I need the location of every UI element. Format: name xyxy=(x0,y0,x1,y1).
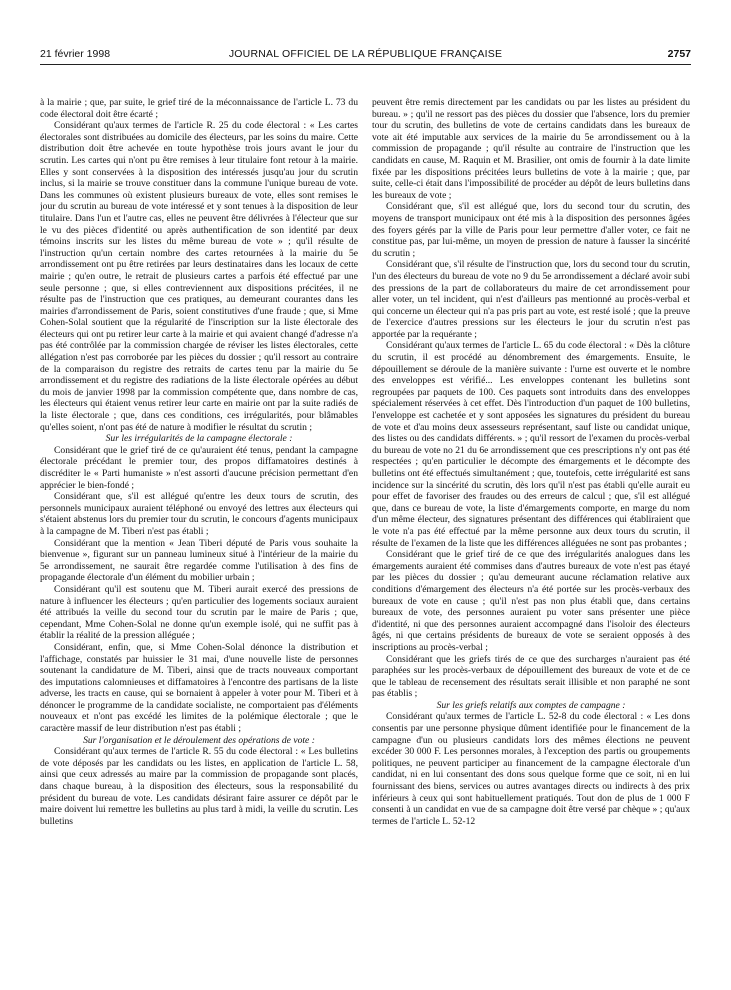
paragraph: Considérant que le grief tiré de ce qu'auraient été tenus, pendant la campagne électorale précédant le premier tour, des propos diffamatoires destinés à discréditer le « Parti humaniste » n'est assorti d'aucune précision permettant d'en apprécier le bien-fondé ; xyxy=(40,444,358,491)
paragraph: Considérant que la mention « Jean Tiberi député de Paris vous souhaite la bienvenue », figurant sur un panneau lumineux situé à l'intérieur de la mairie du 5e arrondissement, ne saurait être regardée comme l'utilisation à des fins de propagande électorale d'un élément du mobilier urbain ; xyxy=(40,537,358,584)
paragraph: à la mairie ; que, par suite, le grief tiré de la méconnaissance de l'article L. 73 du code électoral doit être écarté ; xyxy=(40,97,358,120)
paragraph: Considérant, enfin, que, si Mme Cohen-Solal dénonce la distribution et l'affichage, constatés par huissier le 31 mai, d'une nouvelle liste de personnes soutenant la candidature de M. Tiberi, ainsi que de tracts nouveaux comportant des imputations calomnieuses et diffamatoires à l'encontre des partisans de la liste adverse, les tracts en cause, qui se bornaient à appeler à voter pour M. Tiberi et à dénoncer le programme de la candidate socialiste, ne comportaient pas d'éléments nouveaux et n'ont pas excédé les limites de la polémique électorale ; que le caractère massif de leur distribution n'est pas établi ; xyxy=(40,641,358,735)
paragraph: Considérant que le grief tiré de ce que des irrégularités analogues dans les émargements auraient été commises dans d'autres bureaux de vote n'est pas étayé par les pièces du dossier ; qu'au demeurant aucune réclamation relative aux conditions d'émargement des électeurs n'a été portée sur les procès-verbaux des bureaux de vote en cause ; qu'il n'est pas non plus établi que, dans certains bureaux de vote, des personnes auraient pu voter sans présenter une pièce d'identité, ni que des personnes auraient accompagné dans l'isoloir des électeurs âgés, ni que certains présidents de bureaux de vote se seraient opposés à des inscriptions au procès-verbal ; xyxy=(372,549,690,653)
paragraph: Considérant qu'aux termes de l'article L. 52-8 du code électoral : « Les dons consentis par une personne physique dûment identifiée pour le financement de la campagne d'un ou plusieurs candidats lors des mêmes élections ne peuvent excéder 30 000 F. Les personnes morales, à l'exception des partis ou groupements politiques, ne peuvent participer au financement de la campagne électorale d'un candidat, ni en lui consentant des dons sous quelque forme que ce soit, ni en lui fournissant des biens, services ou autres avantages directs ou indirects à des prix inférieurs à ceux qui sont habituellement pratiqués. Tout don de plus de 1 000 F consenti à un candidat en vue de sa campagne doit être versé par chèque » ; qu'aux termes de l'article L. 52-12 xyxy=(372,711,690,827)
section-heading: Sur les griefs relatifs aux comptes de campagne : xyxy=(436,699,626,711)
paragraph: Considérant que, s'il est allégué qu'entre les deux tours de scrutin, des personnels municipaux auraient téléphoné ou envoyé des lettres aux électeurs qui s'étaient abstenus lors du premier tour du scrutin, le concours d'agents municipaux à la campagne de M. Tiberi n'est pas établi ; xyxy=(40,491,358,537)
page-header xyxy=(40,48,691,64)
paragraph: Considérant qu'il est soutenu que M. Tiberi aurait exercé des pressions de nature à influencer les électeurs ; qu'en particulier des logements sociaux auraient été attribués la veille du second tour du scrutin par le maire de Paris ; que, cependant, Mme Cohen-Solal ne donne qu'un exemple isolé, qui ne suffit pas à établir la réalité de la pression alléguée ; xyxy=(40,583,358,642)
section-heading: Sur l'organisation et le déroulement des opérations de vote : xyxy=(83,734,315,746)
paragraph: Considérant que, s'il est allégué que, lors du second tour du scrutin, des moyens de transport municipaux ont été mis à la disposition des personnes âgées des foyers gérés par la ville de Paris pour leur permettre d'aller voter, ce fait ne constitue pas, par lui-même, un moyen de pression de nature à fausser la sincérité du scrutin ; xyxy=(372,201,690,259)
paragraph: Considérant que les griefs tirés de ce que des surcharges n'auraient pas été paraphées sur les procès-verbaux de dépouillement des bureaux de vote et de ce que le tableau de recensement des résultats serait illisible et non paraphé ne sont pas établis ; xyxy=(372,653,690,700)
paragraph: Considérant qu'aux termes de l'article R. 25 du code électoral : « Les cartes électorales sont distribuées au domicile des électeurs, par les soins du maire. Cette distribution doit être achevée en toute hypothèse trois jours avant le jour du scrutin. Les cartes qui n'ont pu être remises à leur titulaire font retour à la mairie. Elles y sont conservées à la disposition des intéressés jusqu'au jour du scrutin inclus, si la mairie se trouve constituer dans la commune l'unique bureau de vote. Dans les communes où existent plusieurs bureaux de vote, elles sont remises le jour du scrutin au bureau de vote intéressé et y sont tenues à la disposition de leur titulaire. Dans l'un et l'autre cas, elles ne peuvent être délivrées à l'électeur que sur le vu des pièces d'identité ou après authentification de son identité par deux témoins inscrits sur les listes du même bureau de vote » ; qu'il résulte de l'instruction qu'un certain nombre des cartes retournées à la mairie du 5e arrondissement ont pu être retirées par leurs destinataires dans les locaux de cette mairie ; qu'en outre, le retrait de plusieurs cartes a parfois été effectué par une seule personne ; que, si elles contreviennent aux dispositions précitées, il ne résulte pas de l'instruction que ces pratiques, au demeurant courantes dans les mairies d'arrondissement de Paris, soient constitutives d'une fraude ; que, si Mme Cohen-Solal soutient que la régularité de l'inscription sur la liste électorale des électeurs qui ont pu retirer leur carte à la mairie et qui avaient changé d'adresse n'a pas été contrôlée par la commission chargée de réviser les listes électorales, cette allégation n'est pas corroborée par les pièces du dossier ; qu'il ressort au contraire de la comparaison du registre des retraits de cartes tenu par la mairie du 5e arrondissement et du registre des radiations de la liste électorale opérées au début du mois de janvier 1998 par la commission compétente que, dans nombre de cas, les électeurs qui étaient venus retirer leur carte en mairie ont par la suite radiés de la liste électorale ; que, dans ces conditions, ces irrégularités, pour blâmables qu'elles soient, n'ont pas été de nature à modifier le résultat du scrutin ; xyxy=(40,120,358,433)
header-rule xyxy=(40,64,691,65)
header-journal-title: JOURNAL OFFICIEL DE LA RÉPUBLIQUE FRANÇAISE xyxy=(228,48,503,60)
paragraph: Considérant qu'aux termes de l'article L. 65 du code électoral : « Dès la clôture du scrutin, il est procédé au dénombrement des émargements. Ensuite, le dépouillement se déroule de la manière suivante : l'urne est ouverte et le nombre des enveloppes est vérifié... Les enveloppes contenant les bulletins sont regroupées par paquets de 100. Ces paquets sont introduits dans des enveloppes spécialement réservées à cet effet. Dès l'introduction d'un paquet de 100 bulletins, l'enveloppe est cachetée et y sont apposées les signatures du président du bureau de vote et d'au moins deux assesseurs représentant, sauf liste ou candidat unique, des listes ou des candidats différents. » ; qu'il ressort de l'examen du procès-verbal du bureau de vote no 21 du 6e arrondissement que ces prescriptions n'y ont pas été respectées ; qu'en particulier le décompte des émargements et le décompte des bulletins ont été effectués simultanément ; que, toutefois, cette irrégularité est sans incidence sur la sincérité du scrutin, dès lors qu'il n'est pas établi qu'elle aurait eu pour effet de favoriser des fraudes ou des erreurs de calcul ; que, s'il est allégué que, dans ce bureau de vote, la liste d'émargements comporte, en marge du nom d'un même électeur, des signatures présentant des différences qui établiraient que le vote n'a pas été effectué par la même personne aux deux tours du scrutin, il résulte de l'examen de la liste que les différences alléguées ne sont pas probantes ; xyxy=(372,340,690,549)
header-date: 21 février 1998 xyxy=(40,48,111,60)
paragraph: peuvent être remis directement par les candidats ou par les listes au président du bureau. » ; qu'il ne ressort pas des pièces du dossier que l'absence, lors du premier tour du scrutin, des bulletins de vote de certains candidats dans les bureaux de vote ait été imputable aux services de la mairie du 5e arrondissement ou à la commission de propagande ; qu'il résulte au contraire de l'instruction que les candidats en cause, M. Raquin et M. Brasilier, ont omis de fournir à la date limite fixée par les dispositions précitées leurs bulletins de vote à la mairie ; que, par suite, celle-ci était dans l'impossibilité de procéder au dépôt de leurs bulletins dans les bureaux de vote ; xyxy=(372,97,690,201)
left-column xyxy=(40,97,358,977)
right-column xyxy=(372,97,690,977)
paragraph: Considérant que, s'il résulte de l'instruction que, lors du second tour du scrutin, l'un des électeurs du bureau de vote no 9 du 5e arrondissement a déclaré avoir subi des pressions de la part de collaborateurs du maire de cet arrondissement pour aller voter, un tel incident, qui n'est d'ailleurs pas mentionné au procès-verbal et qui concerne un électeur qui n'a pas pris part au vote, est resté isolé ; que la preuve de l'exercice d'autres pressions sur les électeurs le jour du scrutin n'est pas apportée par la requérante ; xyxy=(372,259,690,340)
header-page-number: 2757 xyxy=(667,48,691,60)
section-heading: Sur les irrégularités de la campagne électorale : xyxy=(105,433,293,445)
paragraph: Considérant qu'aux termes de l'article R. 55 du code électoral : « Les bulletins de vote déposés par les candidats ou les listes, en application de l'article L. 58, ainsi que ceux adressés au maire par la commission de propagande sont placés, dans chaque bureau, à la disposition des électeurs, sous la responsabilité du président du bureau de vote. Les candidats désirant faire assurer ce dépôt par le maire doivent lui remettre les bulletins au plus tard à midi, la veille du scrutin. Les bulletins xyxy=(40,746,358,827)
